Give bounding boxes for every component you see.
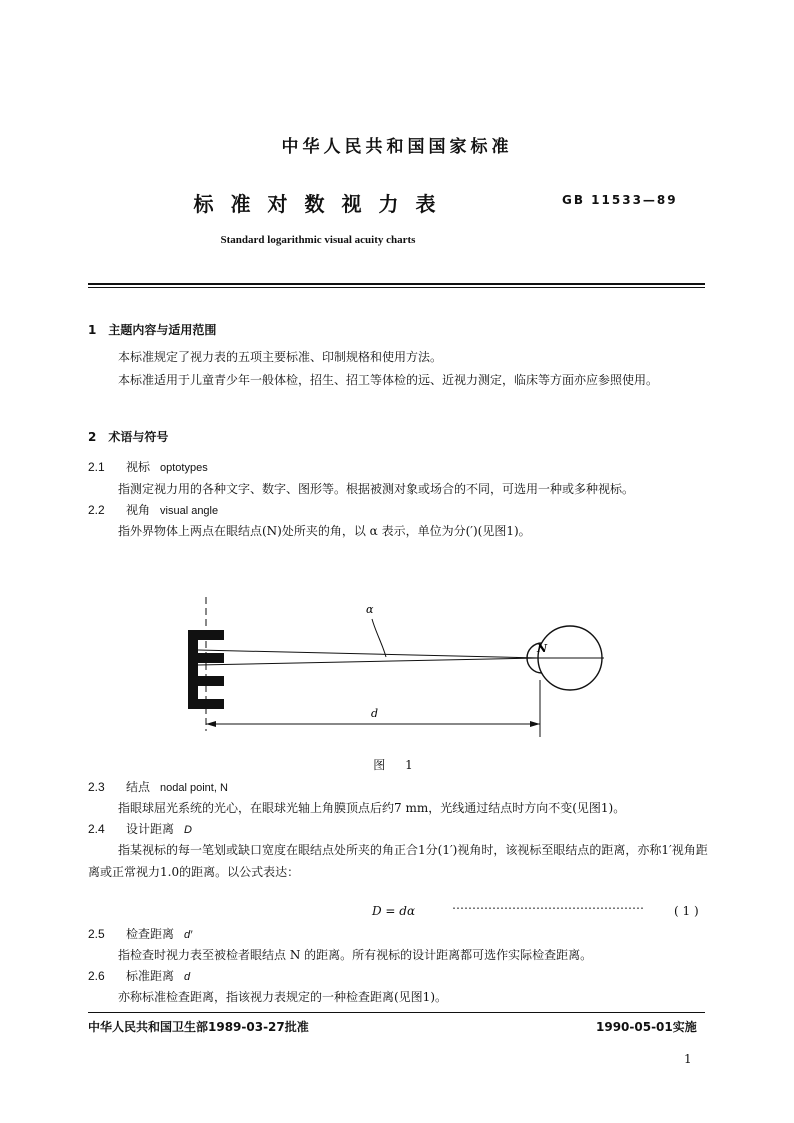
term-zh: 结点: [126, 780, 151, 794]
term-en: d′: [184, 929, 193, 941]
figure-1-caption: 图 1: [373, 758, 421, 772]
formula-expression: D = dα: [372, 904, 416, 918]
standard-number: GB 11533—89: [562, 193, 678, 207]
term-number: 2.5: [88, 927, 105, 941]
term-number: 2.4: [88, 822, 105, 836]
term-number: 2.2: [88, 503, 105, 517]
section-1-heading: 1 主题内容与适用范围: [88, 323, 217, 337]
section-1-para-2: 本标准适用于儿童青少年一般体检，招生、招工等体检的远、近视力测定，临床等方面亦应参照使用。: [118, 373, 659, 387]
term-2-2: [88, 501, 218, 518]
term-en: visual angle: [160, 505, 219, 517]
upper-ray: [198, 650, 540, 658]
term-zh: 视标: [126, 460, 151, 474]
term-number: 2.6: [88, 969, 105, 983]
term-en: optotypes: [160, 462, 208, 474]
header-rule-bottom: [88, 287, 705, 288]
term-en: D: [184, 824, 192, 836]
term-en: nodal point, N: [160, 782, 228, 794]
term-zh: 标准距离: [126, 969, 175, 983]
arrow-left: [206, 721, 216, 727]
term-2-1-definition: 指测定视力用的各种文字、数字、图形等。根据被测对象或场合的不同，可选用一种或多种视标。: [118, 482, 635, 496]
term-2-4-definition: 指某视标的每一笔划或缺口宽度在眼结点处所夹的角正合1分(1′)视角时，该视标至眼结点的距离，亦称1′视角距离或正常视力1.0的距离。以公式表达：: [88, 843, 708, 879]
equation-number: ( 1 ): [674, 904, 699, 918]
lower-ray: [198, 658, 540, 665]
nodal-point-label: N: [537, 642, 548, 655]
section-1-para-1: 本标准规定了视力表的五项主要标准、印制规格和使用方法。: [118, 350, 443, 364]
term-en: d: [184, 971, 191, 983]
term-2-1: [88, 458, 208, 475]
term-2-2-definition: 指外界物体上两点在眼结点(N)处所夹的角，以 α 表示，单位为分(′)(见图1)。: [118, 524, 531, 538]
term-2-6: [88, 967, 190, 984]
term-2-3: [88, 778, 228, 795]
implementation-date: 1990-05-01实施: [596, 1020, 697, 1034]
figure-1-diagram: [170, 585, 620, 745]
term-2-4: [88, 820, 192, 837]
formula-leader: …………………………………………: [452, 898, 644, 912]
term-2-5: [88, 925, 192, 942]
document-title: 标准对数视力表: [193, 192, 453, 216]
alpha-leader: [372, 619, 386, 657]
term-2-6-definition: 亦称标准检查距离，指该视力表规定的一种检查距离(见图1)。: [118, 990, 448, 1004]
footer-rule: [88, 1012, 705, 1013]
approval-line: 中华人民共和国卫生部1989-03-27批准: [88, 1020, 309, 1034]
distance-label: d: [371, 707, 379, 720]
term-zh: 视角: [126, 503, 151, 517]
english-title: Standard logarithmic visual acuity charts: [220, 234, 416, 246]
term-zh: 设计距离: [126, 822, 175, 836]
page-number: 1: [684, 1052, 692, 1066]
section-2-heading: 2 术语与符号: [88, 430, 169, 444]
term-2-3-definition: 指眼球屈光系统的光心，在眼球光轴上角膜顶点后约7 mm，光线通过结点时方向不变(见图1)。: [118, 801, 626, 815]
term-number: 2.1: [88, 460, 105, 474]
arrow-right: [530, 721, 540, 727]
header-rule-top: [88, 283, 705, 285]
country-standard-heading: 中华人民共和国国家标准: [281, 137, 513, 157]
term-2-5-definition: 指检查时视力表至被检者眼结点 N 的距离。所有视标的设计距离都可选作实际检查距离。: [118, 948, 593, 962]
term-zh: 检查距离: [126, 927, 175, 941]
term-number: 2.3: [88, 780, 105, 794]
alpha-label: α: [366, 603, 374, 616]
